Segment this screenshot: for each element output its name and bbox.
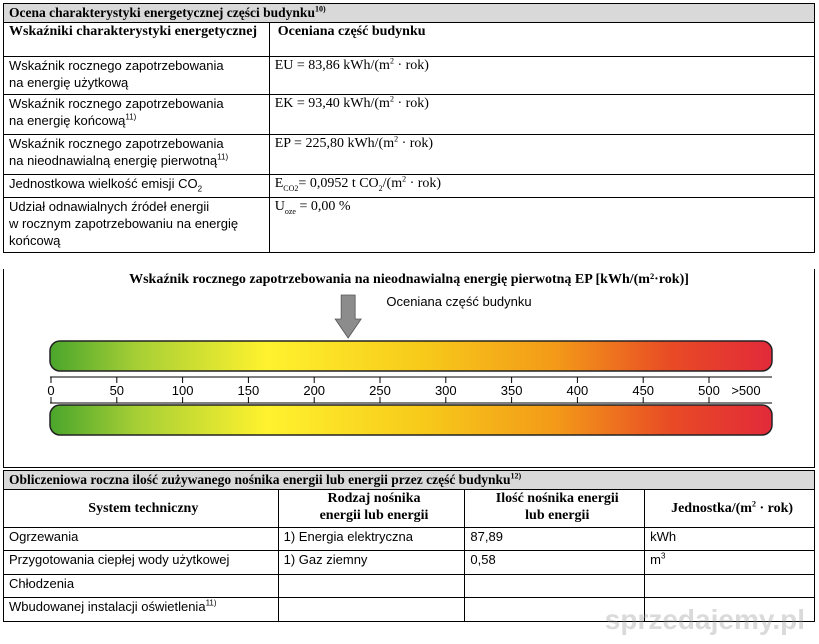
amount-cell: 87,89 [465, 528, 645, 551]
tick-label: 50 [109, 383, 125, 398]
marker-arrow-shape [335, 295, 361, 338]
ep-gauge-chart [3, 269, 815, 468]
table-row [4, 528, 815, 551]
tick-label: 300 [434, 383, 457, 398]
tick-label: 0 [47, 383, 55, 398]
table-row [4, 198, 815, 253]
section2-title: Obliczeniowa roczna ilość zużywanego nośnika energii lub energii przez część budynku$^{12)}$ [4, 471, 815, 490]
tick-label: 350 [500, 383, 523, 398]
unit-cell: kWh [645, 528, 815, 551]
header-amount: Ilość nośnika energii lub energii [465, 490, 645, 528]
table-row [4, 175, 815, 198]
co2-label: Jednostkowa wielkość emisji $CO_2$ [4, 175, 270, 198]
unit-cell [645, 575, 815, 598]
tick-label: 400 [566, 383, 589, 398]
col1-header: Wskaźniki charakterystyki energetycznej [4, 23, 270, 57]
marker-label: Oceniana część budynku [386, 294, 532, 309]
oze-value: $U_{oze} = 0,00$ % [269, 198, 814, 253]
col2-header: Oceniana część budynku [269, 23, 814, 57]
indicator-label: Wskaźnik rocznego zapotrzebowania na energię końcową$^{11)}$ [4, 95, 270, 135]
header-unit: Jednostka/$(m^2 \cdot rok)$ [645, 490, 815, 528]
tick-label: 150 [237, 383, 260, 398]
carrier-cell [278, 575, 465, 598]
ep-gauge-svg [4, 269, 814, 467]
unit-cell: $m^3$ [645, 551, 815, 575]
table-row [4, 575, 815, 598]
indicator-value: EU = 83,86 kWh/$(m^2 \cdot rok)$ [269, 57, 814, 95]
table-row [4, 95, 815, 135]
chart-title: Wskaźnik rocznego zapotrzebowania na nieodnawialną energię pierwotną EP [kWh/(m²·rok)] [129, 272, 689, 287]
table-row [4, 57, 815, 95]
energy-carrier-table [3, 470, 815, 622]
carrier-cell [278, 598, 465, 622]
scale-bar-bottom [50, 405, 772, 435]
tick-label: >500 [731, 383, 761, 398]
system-cell: Wbudowanej instalacji oświetlenia$^{11)}$ [4, 598, 279, 622]
watermark: sprzedajemy.pl [604, 604, 805, 635]
system-cell: Ogrzewania [4, 528, 279, 551]
table-row [4, 135, 815, 175]
tick-label: 500 [698, 383, 720, 398]
indicator-label: Wskaźnik rocznego zapotrzebowania na nieodnawialną energię pierwotną$^{11)}$ [4, 135, 270, 175]
energy-rating-table [3, 3, 815, 253]
tick-label: 450 [632, 383, 655, 398]
table-row [4, 551, 815, 575]
tick-label: 200 [303, 383, 326, 398]
indicator-value: EK = 93,40 kWh/$(m^2 \cdot rok)$ [269, 95, 814, 135]
indicator-label: Wskaźnik rocznego zapotrzebowania na energię użytkową [4, 57, 270, 95]
system-cell: Przygotowania ciepłej wody użytkowej [4, 551, 279, 575]
tick-label: 100 [171, 383, 194, 398]
amount-cell: 0,58 [465, 551, 645, 575]
carrier-cell: 1) Gaz ziemny [278, 551, 465, 575]
section1-title: Ocena charakterystyki energetycznej części budynku$^{10)}$ [4, 4, 815, 23]
oze-label: Udział odnawialnych źródeł energii w rocznym zapotrzebowaniu na energię końcową [4, 198, 270, 253]
scale-bar-top [50, 341, 772, 371]
co2-value: $E_{CO2}= 0,0952$ t $CO_2/(m^2 \cdot rok)$ [269, 175, 814, 198]
tick-label: 250 [369, 383, 391, 398]
system-cell: Chłodzenia [4, 575, 279, 598]
indicator-value: EP = 225,80 kWh/$(m^2 \cdot rok)$ [269, 135, 814, 175]
amount-cell [465, 575, 645, 598]
marker-arrow [335, 295, 361, 338]
header-system: System techniczny [4, 490, 279, 528]
carrier-cell: 1) Energia elektryczna [278, 528, 465, 551]
header-carrier: Rodzaj nośnika energii lub energii [278, 490, 465, 528]
